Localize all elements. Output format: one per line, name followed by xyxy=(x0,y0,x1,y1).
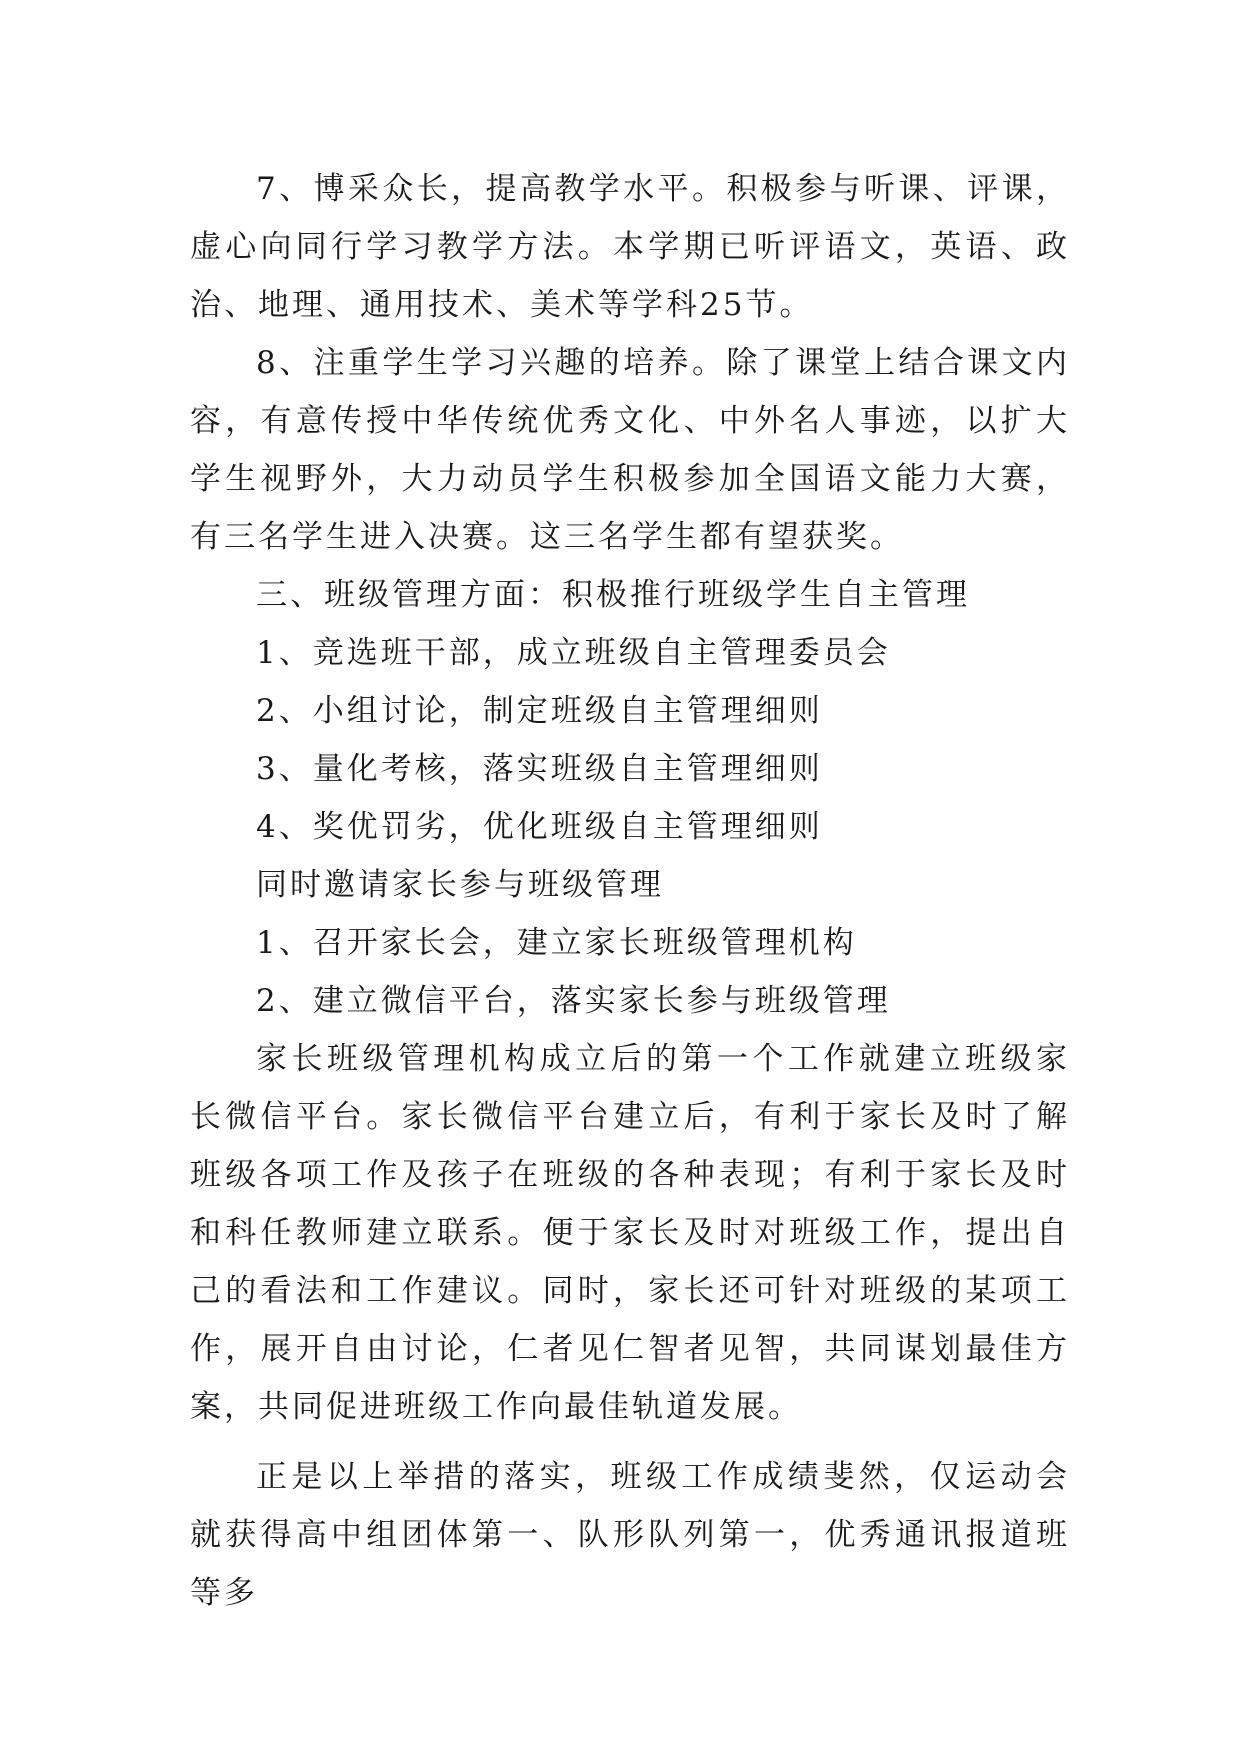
list-item-self-management-3: 3、量化考核，落实班级自主管理细则 xyxy=(256,751,823,787)
paragraph-results: 正是以上举措的落实，班级工作成绩斐然，仅运动会就获得高中组团体第一、队形队列第一，优秀通讯报道班等多 xyxy=(190,1459,1070,1611)
list-item-parent-2: 2、建立微信平台，落实家长参与班级管理 xyxy=(256,983,891,1019)
section-heading-class-management: 三、班级管理方面：积极推行班级学生自主管理 xyxy=(256,577,970,613)
paragraph-parent-participation: 同时邀请家长参与班级管理 xyxy=(256,867,664,903)
paragraph-item-7: 7、博采众长，提高教学水平。积极参与听课、评课，虚心向同行学习教学方法。本学期已听评语文，英语、政治、地理、通用技术、美术等学科25节。 xyxy=(190,171,1070,323)
paragraph-item-8: 8、注重学生学习兴趣的培养。除了课堂上结合课文内容，有意传授中华传统优秀文化、中外名人事迹，以扩大学生视野外，大力动员学生积极参加全国语文能力大赛，有三名学生进入决赛。这三名学生都有望获奖。 xyxy=(190,345,1070,555)
list-item-self-management-1: 1、竞选班干部，成立班级自主管理委员会 xyxy=(256,635,891,671)
document-body xyxy=(190,160,1070,1622)
list-item-self-management-2: 2、小组讨论，制定班级自主管理细则 xyxy=(256,693,823,729)
paragraph-wechat-platform: 家长班级管理机构成立后的第一个工作就建立班级家长微信平台。家长微信平台建立后，有利于家长及时了解班级各项工作及孩子在班级的各种表现；有利于家长及时和科任教师建立联系。便于家长及时对班级工作，提出自己的看法和工作建议。同时，家长还可针对班级的某项工作，展开自由讨论，仁者见仁智者见智，共同谋划最佳方案，共同促进班级工作向最佳轨道发展。 xyxy=(190,1041,1070,1425)
list-item-parent-1: 1、召开家长会，建立家长班级管理机构 xyxy=(256,925,857,961)
list-item-self-management-4: 4、奖优罚劣，优化班级自主管理细则 xyxy=(256,809,823,845)
